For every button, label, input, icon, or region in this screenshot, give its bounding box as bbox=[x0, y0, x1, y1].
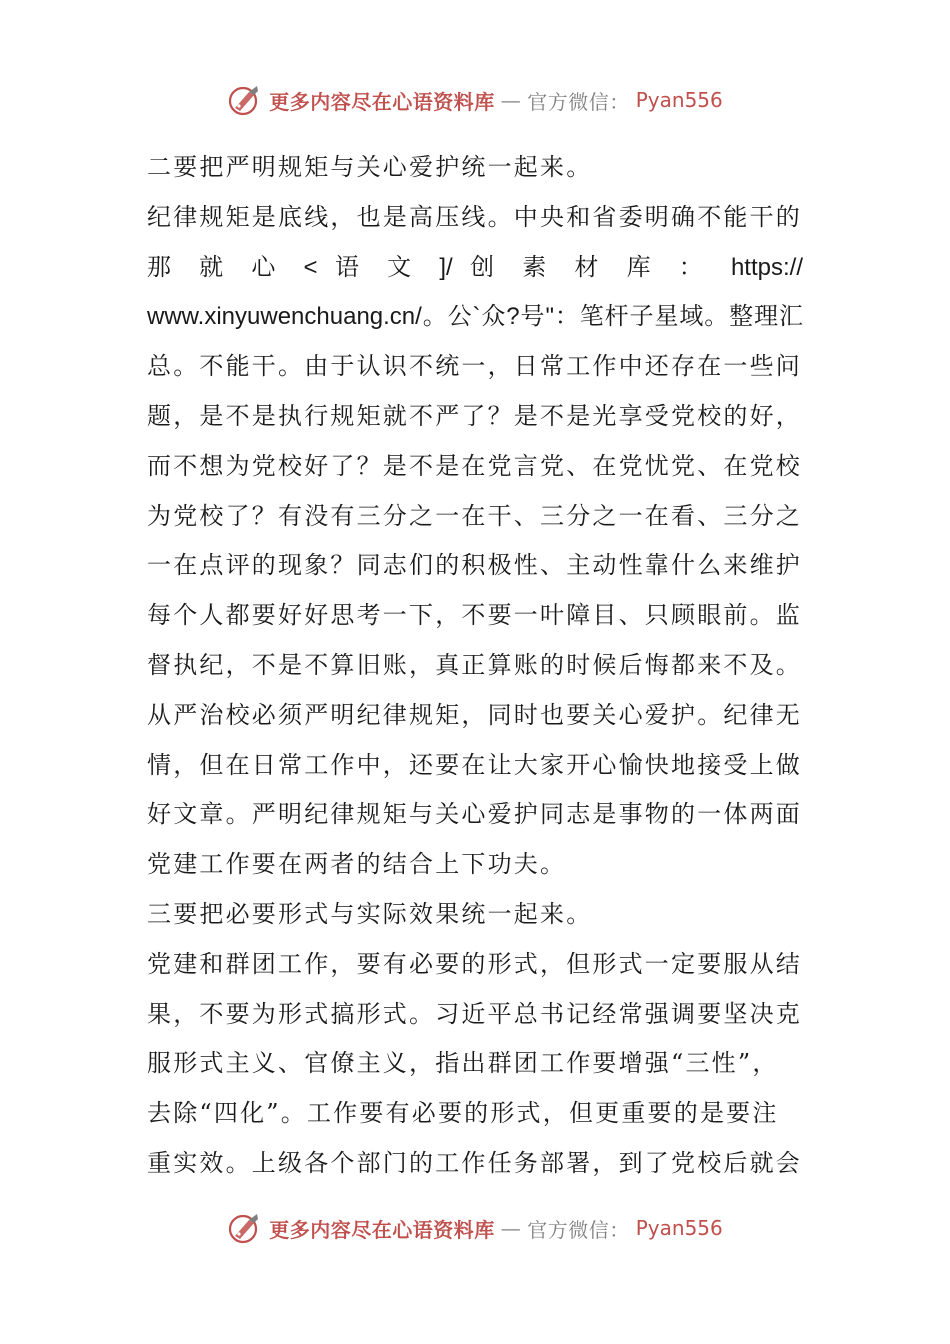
body-line: 一在点评的现象？同志们的积极性、主动性靠什么来维护 bbox=[147, 551, 802, 580]
body-line: www.xinyuwenchuang.cn/。公`众?号"：笔杆子星域。整理汇 bbox=[147, 303, 803, 331]
body-line: 每个人都要好好思考一下，不要一叶障目、只顾眼前。监 bbox=[147, 601, 802, 630]
body-line: 从严治校必须严明纪律规矩，同时也要关心爱护。纪律无 bbox=[147, 700, 802, 729]
body-line: 二要把严明规矩与关心爱护统一起来。 bbox=[147, 153, 593, 181]
banner-red-text: 更多内容尽在心语资料库 bbox=[269, 1217, 495, 1242]
banner-wechat-id: Pyan556 bbox=[635, 1216, 723, 1240]
body-line: 党建工作要在两者的结合上下功夫。 bbox=[147, 850, 567, 879]
banner-wechat-id: Pyan556 bbox=[635, 88, 723, 112]
pen-nib-seal-icon bbox=[227, 1210, 263, 1246]
body-line: 总。不能干。由于认识不统一，日常工作中还存在一些问 bbox=[147, 352, 802, 381]
banner-gray-text: 官方微信： bbox=[527, 1217, 630, 1242]
body-line: 纪律规矩是底线，也是高压线。中央和省委明确不能干的 bbox=[147, 202, 802, 231]
banner-red-text: 更多内容尽在心语资料库 bbox=[269, 89, 495, 114]
body-line: 为党校了？有没有三分之一在干、三分之一在看、三分之 bbox=[147, 501, 802, 530]
body-line: 那 就 心 < 语 文 ]/ 创 素 材 库 ： https:// bbox=[147, 253, 803, 281]
banner-dash: — bbox=[500, 1216, 522, 1240]
body-line: 三要把必要形式与实际效果统一起来。 bbox=[147, 899, 593, 928]
body-line: 情，但在日常工作中，还要在让大家开心愉快地接受上做 bbox=[147, 750, 802, 779]
body-line: 题，是不是执行规矩就不严了？是不是光享受党校的好， bbox=[147, 401, 802, 430]
body-line: 服形式主义、官僚主义，指出群团工作要增强“三性”， bbox=[147, 1049, 779, 1078]
header-banner bbox=[0, 82, 950, 118]
body-line: 重实效。上级各个部门的工作任务部署，到了党校后就会 bbox=[147, 1148, 802, 1177]
body-line: 去除“四化”。工作要有必要的形式，但更重要的是要注 bbox=[147, 1099, 779, 1128]
pen-nib-seal-icon bbox=[227, 82, 263, 118]
banner-gray-text: 官方微信： bbox=[527, 89, 630, 114]
body-line: 果，不要为形式搞形式。习近平总书记经常强调要坚决克 bbox=[147, 999, 802, 1028]
footer-banner bbox=[0, 1210, 950, 1246]
body-line: 好文章。严明纪律规矩与关心爱护同志是事物的一体两面 bbox=[147, 800, 802, 829]
banner-dash: — bbox=[500, 88, 522, 112]
document-body bbox=[147, 143, 803, 1189]
body-line: 党建和群团工作，要有必要的形式，但形式一定要服从结 bbox=[147, 949, 802, 978]
body-line: 督执纪，不是不算旧账，真正算账的时候后悔都来不及。 bbox=[147, 650, 802, 679]
body-line: 而不想为党校好了？是不是在党言党、在党忧党、在党校 bbox=[147, 451, 802, 480]
